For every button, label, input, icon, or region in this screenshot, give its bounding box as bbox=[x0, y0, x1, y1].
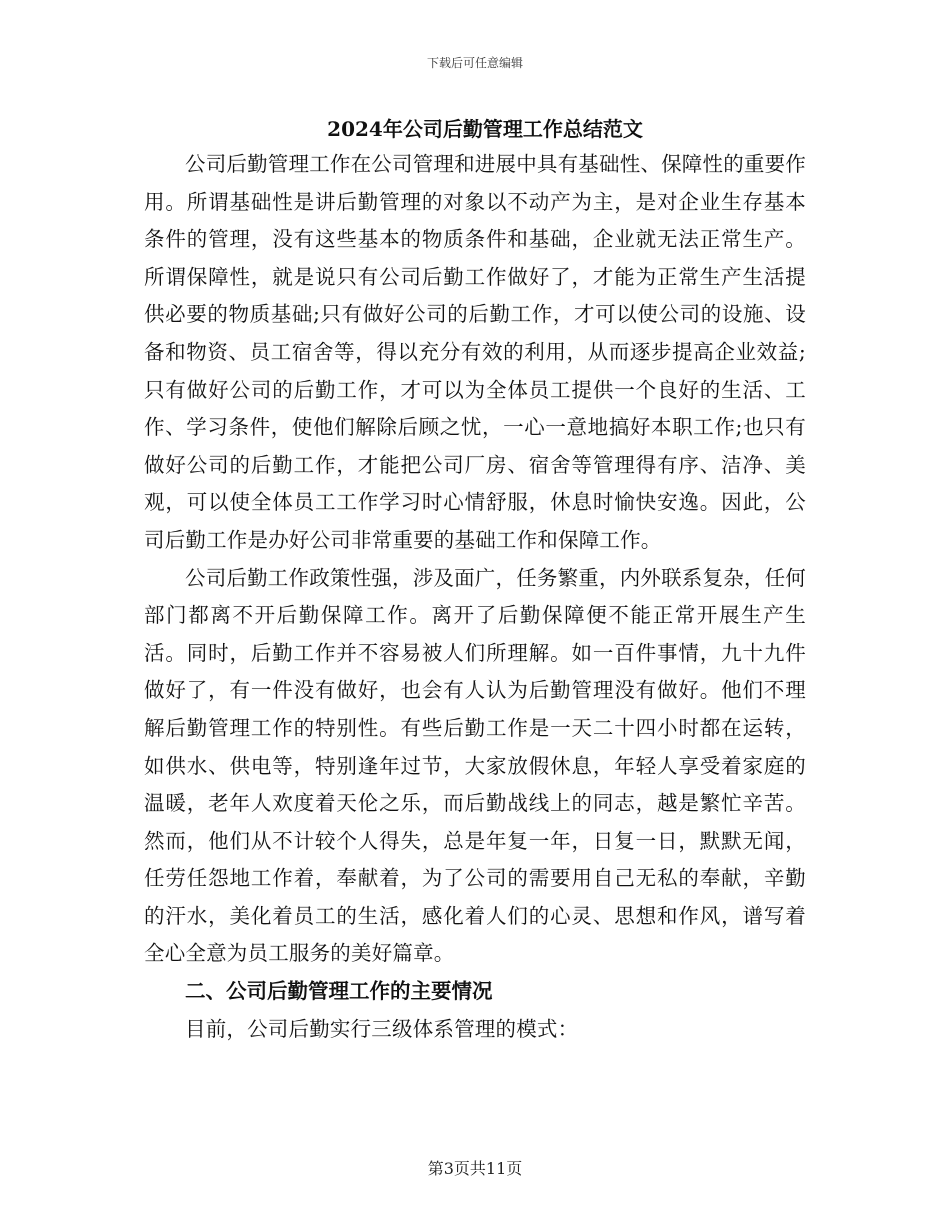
header-note: 下载后可任意编辑 bbox=[426, 56, 523, 70]
document-title: 2024年公司后勤管理工作总结范文 bbox=[327, 117, 643, 141]
section-heading: 二、公司后勤管理工作的主要情况 bbox=[185, 979, 493, 1004]
paragraph-3: 目前，公司后勤实行三级体系管理的模式： bbox=[185, 1016, 579, 1041]
page-indicator: 第3页共11页 bbox=[427, 1159, 523, 1178]
paragraph-2: 公司后勤工作政策性强，涉及面广，任务繁重，内外联系复杂，任何部门都离不开后勤保障工作。离开了后勤保障便不能正常开展生产生活。同时，后勤工作并不容易被人们所理解。如一百件事情，九十九件做好了，有一件没有做好，也会有人认为后勤管理没有做好。他们不理解后勤管理工作的特别性。有些后勤工作是一天二十四小时都在运转，如供水、供电等，特别逢年过节，大家放假休息，年轻人享受着家庭的温暖，老年人欢度着天伦之乐，而后勤战线上的同志，越是繁忙辛苦。然而，他们从不计较个人得失，总是年复一年，日复一日，默默无闻，任劳任怨地工作着，奉献着，为了公司的需要用自己无私的奉献，辛勤的汗水，美化着员工的生活，感化着人们的心灵、思想和作风，谱写着全心全意为员工服务的美好篇章。 bbox=[144, 565, 806, 966]
paragraph-1: 公司后勤管理工作在公司管理和进展中具有基础性、保障性的重要作用。所谓基础性是讲后勤管理的对象以不动产为主，是对企业生存基本条件的管理，没有这些基本的物质条件和基础，企业就无法正常生产。所谓保障性，就是说只有公司后勤工作做好了，才能为正常生产生活提供必要的物质基础;只有做好公司的后勤工作，才可以使公司的设施、设备和物资、员工宿舍等，得以充分有效的利用，从而逐步提高企业效益;只有做好公司的后勤工作，才可以为全体员工提供一个良好的生活、工作、学习条件，使他们解除后顾之忧，一心一意地搞好本职工作;也只有做好公司的后勤工作，才能把公司厂房、宿舍等管理得有序、洁净、美观，可以使全体员工工作学习时心情舒服，休息时愉快安逸。因此，公司后勤工作是办好公司非常重要的基础工作和保障工作。 bbox=[144, 152, 806, 552]
document-body bbox=[144, 112, 806, 1048]
